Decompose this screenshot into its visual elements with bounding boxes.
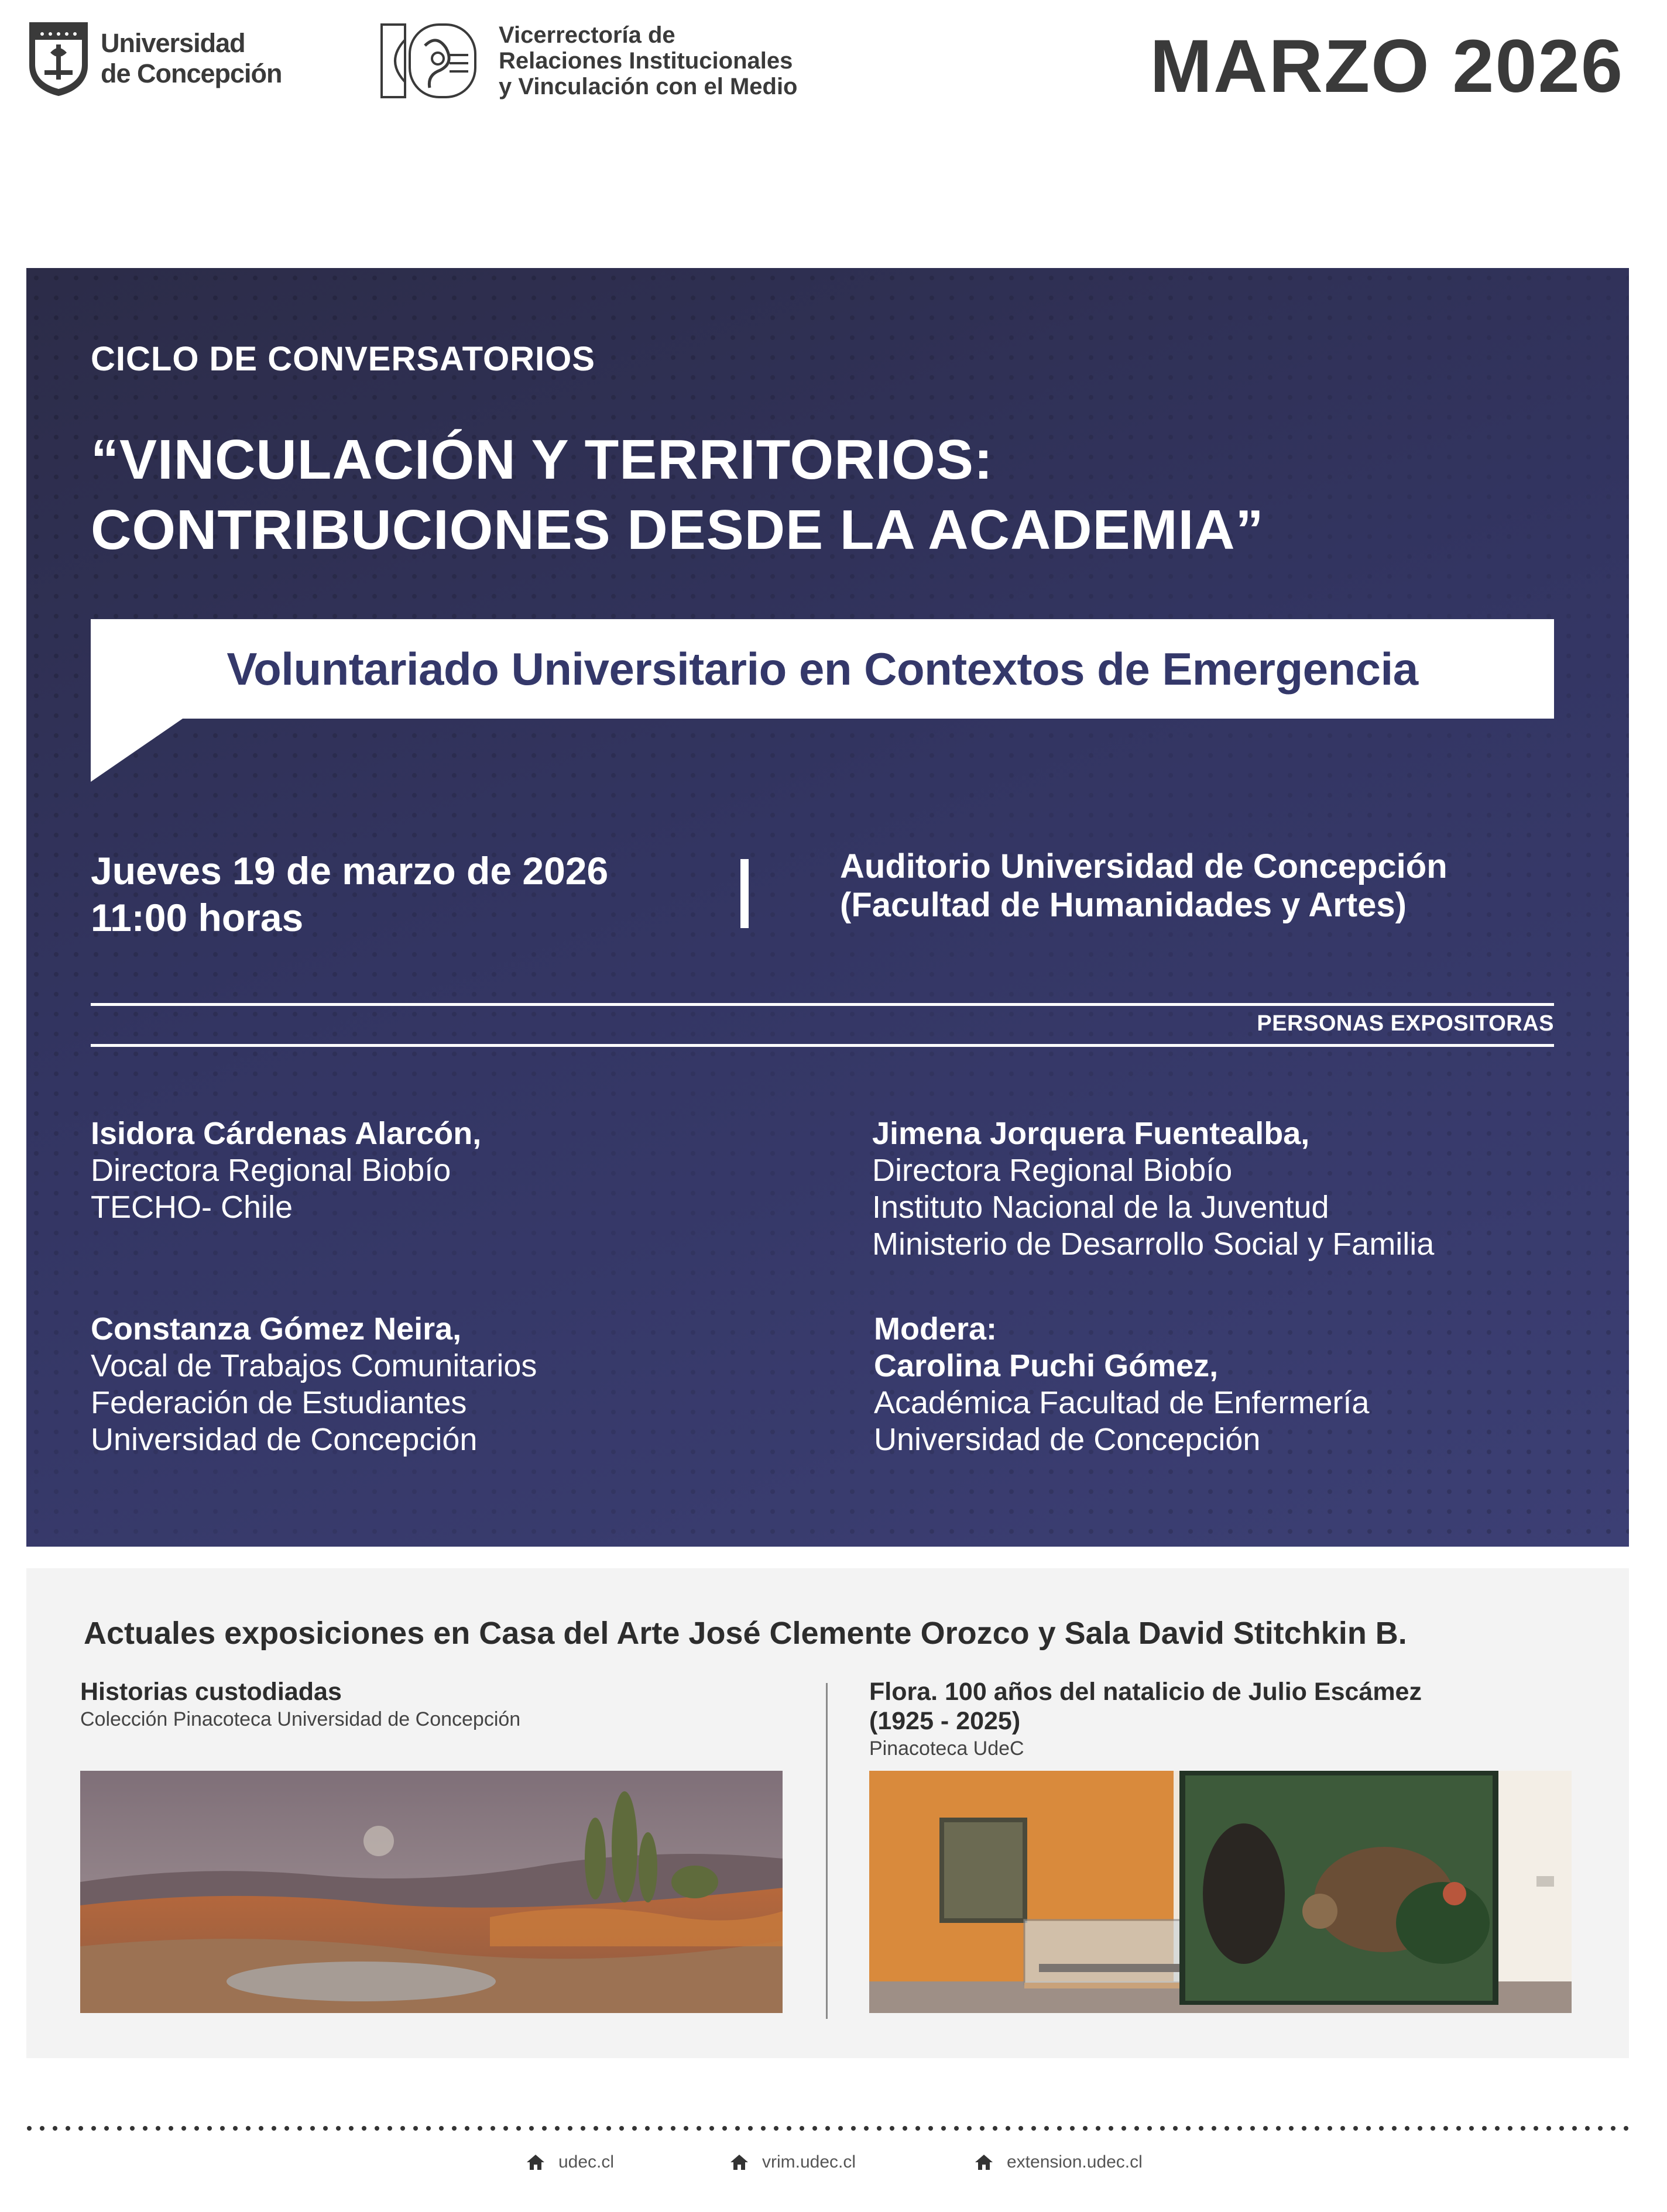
moderator-role: Académica Facultad de Enfermería xyxy=(874,1385,1370,1420)
home-icon xyxy=(526,2153,546,2171)
udec-wordmark xyxy=(101,28,282,89)
vrim-line1: Vicerrectoría de xyxy=(499,22,675,48)
event-title-line2: CONTRIBUCIONES DESDE LA ACADEMIA” xyxy=(91,499,1264,561)
vrim-line3: y Vinculación con el Medio xyxy=(499,74,798,99)
event-venue xyxy=(840,847,1448,925)
speaker-role: Vocal de Trabajos Comunitarios xyxy=(91,1348,537,1383)
exhibitions-divider xyxy=(826,1683,828,2019)
exhibitions-section xyxy=(26,1568,1629,2058)
event-datetime xyxy=(91,847,608,941)
speech-tail-shape xyxy=(91,717,184,782)
home-icon xyxy=(974,2153,994,2171)
vrim-line2: Relaciones Institucionales xyxy=(499,48,793,74)
exhibition-name: Historias custodiadas xyxy=(80,1678,342,1706)
udec-line2: de Concepción xyxy=(101,59,282,88)
event-subtitle: Voluntariado Universitario en Contextos de Emergencia xyxy=(227,643,1418,695)
landscape-painting-image xyxy=(80,1771,783,2013)
footer-link-vrim[interactable] xyxy=(729,2152,856,2172)
event-date: Jueves 19 de marzo de 2026 xyxy=(91,849,609,892)
vrim-wordmark xyxy=(499,22,798,99)
cycle-label: CICLO DE CONVERSATORIOS xyxy=(91,340,595,378)
footer-link-extension[interactable] xyxy=(974,2152,1143,2172)
footer-link-udec[interactable] xyxy=(526,2152,614,2172)
speaker-1 xyxy=(91,1115,481,1226)
footer-dotted-line xyxy=(26,2125,1629,2131)
speaker-org2: Universidad de Concepción xyxy=(91,1422,478,1457)
vrim-emblem-icon xyxy=(380,22,478,99)
moderator-org: Universidad de Concepción xyxy=(874,1422,1261,1457)
speaker-role: Directora Regional Biobío xyxy=(91,1153,451,1188)
exhibition-name-line1: Flora. 100 años del natalicio de Julio Escámez xyxy=(869,1678,1422,1706)
vertical-divider xyxy=(740,859,749,928)
moderator-label: Modera: xyxy=(874,1311,997,1347)
month-heading: MARZO 2026 xyxy=(1150,25,1624,108)
speaker-2 xyxy=(872,1115,1434,1263)
speaker-3 xyxy=(91,1311,537,1458)
exhibition-1 xyxy=(80,1677,783,1732)
speaker-name: Jimena Jorquera Fuentealba, xyxy=(872,1116,1310,1151)
event-title xyxy=(91,425,1554,565)
gallery-exhibition-photo xyxy=(869,1771,1572,2013)
speaker-name: Constanza Gómez Neira, xyxy=(91,1311,462,1347)
udec-line1: Universidad xyxy=(101,28,245,58)
vrim-logo xyxy=(380,22,798,99)
speaker-org: TECHO- Chile xyxy=(91,1190,293,1225)
speakers-label: PERSONAS EXPOSITORAS xyxy=(1257,1011,1554,1036)
venue-line1: Auditorio Universidad de Concepción xyxy=(840,847,1448,885)
exhibition-2 xyxy=(869,1677,1577,1761)
udec-logo xyxy=(27,20,282,97)
event-title-line1: “VINCULACIÓN Y TERRITORIOS: xyxy=(91,428,993,491)
event-banner xyxy=(26,268,1629,1547)
exhibition-subtitle: Colección Pinacoteca Universidad de Concepción xyxy=(80,1708,521,1730)
divider-top xyxy=(91,1003,1554,1006)
exhibitions-title: Actuales exposiciones en Casa del Arte José Clemente Orozco y Sala David Stitchkin B. xyxy=(84,1616,1407,1651)
exhibition-subtitle: Pinacoteca UdeC xyxy=(869,1737,1024,1760)
speaker-org2: Ministerio de Desarrollo Social y Familia xyxy=(872,1227,1435,1262)
banner-content xyxy=(26,268,1629,1547)
speaker-role: Directora Regional Biobío xyxy=(872,1153,1233,1188)
speaker-name: Isidora Cárdenas Alarcón, xyxy=(91,1116,482,1151)
divider-bottom xyxy=(91,1044,1554,1047)
home-icon xyxy=(729,2153,749,2171)
footer-link-text: udec.cl xyxy=(558,2152,615,2172)
speaker-org: Federación de Estudiantes xyxy=(91,1385,467,1420)
exhibition-name-line2: (1925 - 2025) xyxy=(869,1707,1021,1735)
footer-link-text: extension.udec.cl xyxy=(1007,2152,1143,2172)
venue-line2: (Facultad de Humanidades y Artes) xyxy=(840,886,1407,924)
page-header xyxy=(0,0,1667,135)
moderator-name: Carolina Puchi Gómez, xyxy=(874,1348,1219,1383)
moderator xyxy=(874,1311,1369,1458)
footer-link-text: vrim.udec.cl xyxy=(762,2152,856,2172)
subtitle-box xyxy=(91,619,1554,719)
footer-links xyxy=(0,2152,1667,2182)
udec-shield-icon xyxy=(27,20,90,97)
event-time: 11:00 horas xyxy=(91,896,304,939)
speaker-org: Instituto Nacional de la Juventud xyxy=(872,1190,1329,1225)
